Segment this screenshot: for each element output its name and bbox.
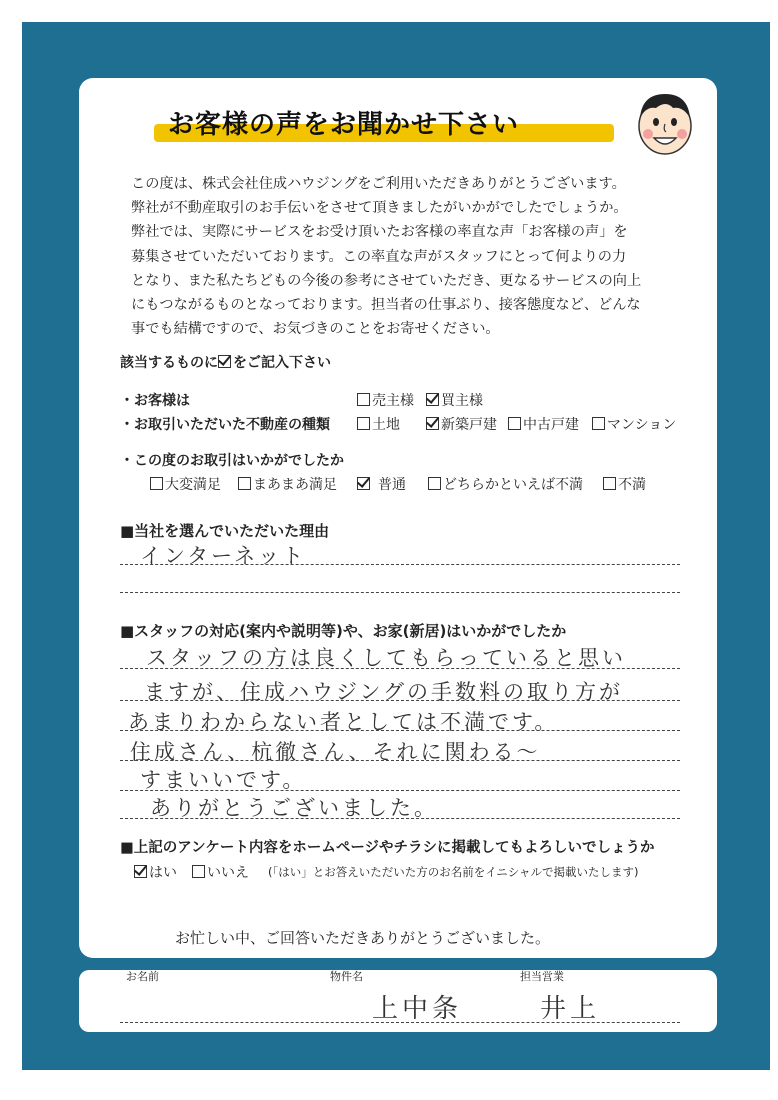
checkbox-sample-icon bbox=[218, 355, 231, 368]
intro-line: この度は、株式会社住成ハウジングをご利用いただきありがとうございます。 bbox=[131, 176, 626, 192]
option-mansion[interactable] bbox=[592, 414, 676, 434]
answer-line bbox=[120, 760, 680, 761]
option-new-house[interactable] bbox=[426, 414, 497, 434]
option-very-satisfied[interactable] bbox=[150, 474, 221, 494]
staff-answer-line[interactable]: ますが、住成ハウジングの手数料の取り方が bbox=[144, 680, 624, 704]
option-used-house[interactable] bbox=[508, 414, 579, 434]
checkbox[interactable] bbox=[238, 477, 251, 490]
option-label: 土地 bbox=[372, 417, 400, 433]
checkbox[interactable] bbox=[357, 417, 370, 430]
property-value[interactable]: 上中条 bbox=[372, 994, 463, 1024]
option-label: 買主様 bbox=[441, 393, 483, 409]
option-label: マンション bbox=[607, 417, 677, 433]
title-block bbox=[154, 100, 614, 146]
section-permission-heading: ■上記のアンケート内容をホームページやチラシに掲載してもよろしいでしょうか bbox=[120, 840, 655, 856]
option-label: まあまあ満足 bbox=[253, 477, 337, 493]
answer-line bbox=[120, 730, 680, 731]
staff-answer-line[interactable]: すまいいです。 bbox=[140, 768, 307, 792]
property-label: 物件名 bbox=[330, 970, 363, 983]
intro-line: 弊社では、実際にサービスをお受け頂いたお客様の率直な声「お客様の声」を bbox=[131, 224, 628, 241]
staff-label: 担当営業 bbox=[520, 970, 564, 983]
intro-text bbox=[131, 172, 691, 341]
instruction-suffix: をご記入下さい bbox=[233, 355, 331, 371]
permission-note: (「はい」とお答えいただいた方のお名前をイニシャルで掲載いたします) bbox=[268, 865, 639, 879]
question-customer-label: ・お客様は bbox=[120, 393, 190, 409]
checkbox[interactable] bbox=[592, 417, 605, 430]
checkbox[interactable] bbox=[150, 477, 163, 490]
answer-line bbox=[120, 564, 680, 565]
answer-line bbox=[120, 592, 680, 593]
intro-line: 募集させていただいております。この率直な声がスタッフにとって何よりの力 bbox=[131, 248, 627, 265]
question-property-label: ・お取引いただいた不動産の種類 bbox=[120, 417, 330, 433]
answer-line bbox=[120, 700, 680, 701]
intro-line: 事でも結構ですので、お気づきのことをお寄せください。 bbox=[131, 321, 500, 338]
option-label: 新築戸建 bbox=[441, 417, 497, 433]
checkbox-checked[interactable] bbox=[426, 393, 439, 406]
option-buyer[interactable] bbox=[426, 390, 483, 410]
checkbox-checked[interactable] bbox=[357, 477, 370, 490]
footer-line bbox=[120, 1022, 680, 1023]
option-somewhat-dissatisfied[interactable] bbox=[428, 474, 583, 494]
option-label: 大変満足 bbox=[165, 477, 221, 493]
intro-line: となり、また私たちどもの今後の参考にさせていただき、更なるサービスの向上 bbox=[131, 272, 642, 289]
intro-line: にもつながるものとなっております。担当者の仕事ぶり、接客態度など、どんな bbox=[131, 297, 641, 314]
mascot-face-icon bbox=[628, 86, 702, 160]
staff-answer-line[interactable]: あまりわからない者としては不満です。 bbox=[128, 710, 559, 734]
option-land[interactable] bbox=[357, 414, 400, 434]
option-label: いいえ bbox=[207, 865, 249, 881]
staff-answer-line[interactable]: スタッフの方は良くしてもらっていると思い bbox=[146, 646, 626, 670]
reason-answer[interactable]: インターネット bbox=[140, 544, 307, 568]
name-label: お名前 bbox=[126, 970, 159, 983]
staff-answer-line[interactable]: ありがとうございました。 bbox=[150, 796, 438, 820]
checkbox[interactable] bbox=[192, 865, 205, 878]
option-label: どちらかといえば不満 bbox=[443, 477, 583, 493]
checkbox[interactable] bbox=[357, 393, 370, 406]
option-dissatisfied[interactable] bbox=[603, 474, 646, 494]
staff-value[interactable]: 井上 bbox=[540, 994, 601, 1024]
answer-line bbox=[120, 818, 680, 819]
option-label: 売主様 bbox=[372, 393, 414, 409]
thanks-message: お忙しい中、ご回答いただきありがとうございました。 bbox=[175, 929, 551, 947]
answer-line bbox=[120, 668, 680, 669]
instruction-prefix: 該当するものに bbox=[120, 355, 218, 371]
section-staff-heading: ■スタッフの対応(案内や説明等)や、お家(新居)はいかがでしたか bbox=[120, 622, 567, 640]
intro-line: 弊社が不動産取引のお手伝いをさせて頂きましたがいかがでしたでしょうか。 bbox=[131, 200, 628, 217]
option-seller[interactable] bbox=[357, 390, 414, 410]
answer-line bbox=[120, 790, 680, 791]
section-reason-heading: ■当社を選んでいただいた理由 bbox=[120, 522, 330, 540]
option-label: 普通 bbox=[378, 477, 406, 493]
checkbox[interactable] bbox=[508, 417, 521, 430]
option-no[interactable] bbox=[192, 862, 249, 882]
checkbox-instruction bbox=[120, 352, 331, 372]
checkbox[interactable] bbox=[603, 477, 616, 490]
checkbox-checked[interactable] bbox=[426, 417, 439, 430]
option-label: 不満 bbox=[618, 477, 646, 493]
option-label: はい bbox=[149, 865, 177, 881]
checkbox-checked[interactable] bbox=[134, 865, 147, 878]
page-title: お客様の声をお聞かせ下さい bbox=[168, 110, 520, 140]
checkbox[interactable] bbox=[428, 477, 441, 490]
option-yes[interactable] bbox=[134, 862, 177, 882]
question-satisfaction-label: ・この度のお取引はいかがでしたか bbox=[120, 453, 344, 469]
option-satisfied[interactable] bbox=[238, 474, 337, 494]
option-normal[interactable] bbox=[357, 474, 406, 494]
staff-answer-line[interactable]: 住成さん、杭徹さん、それに関わる～ bbox=[130, 740, 541, 764]
option-label: 中古戸建 bbox=[523, 417, 579, 433]
